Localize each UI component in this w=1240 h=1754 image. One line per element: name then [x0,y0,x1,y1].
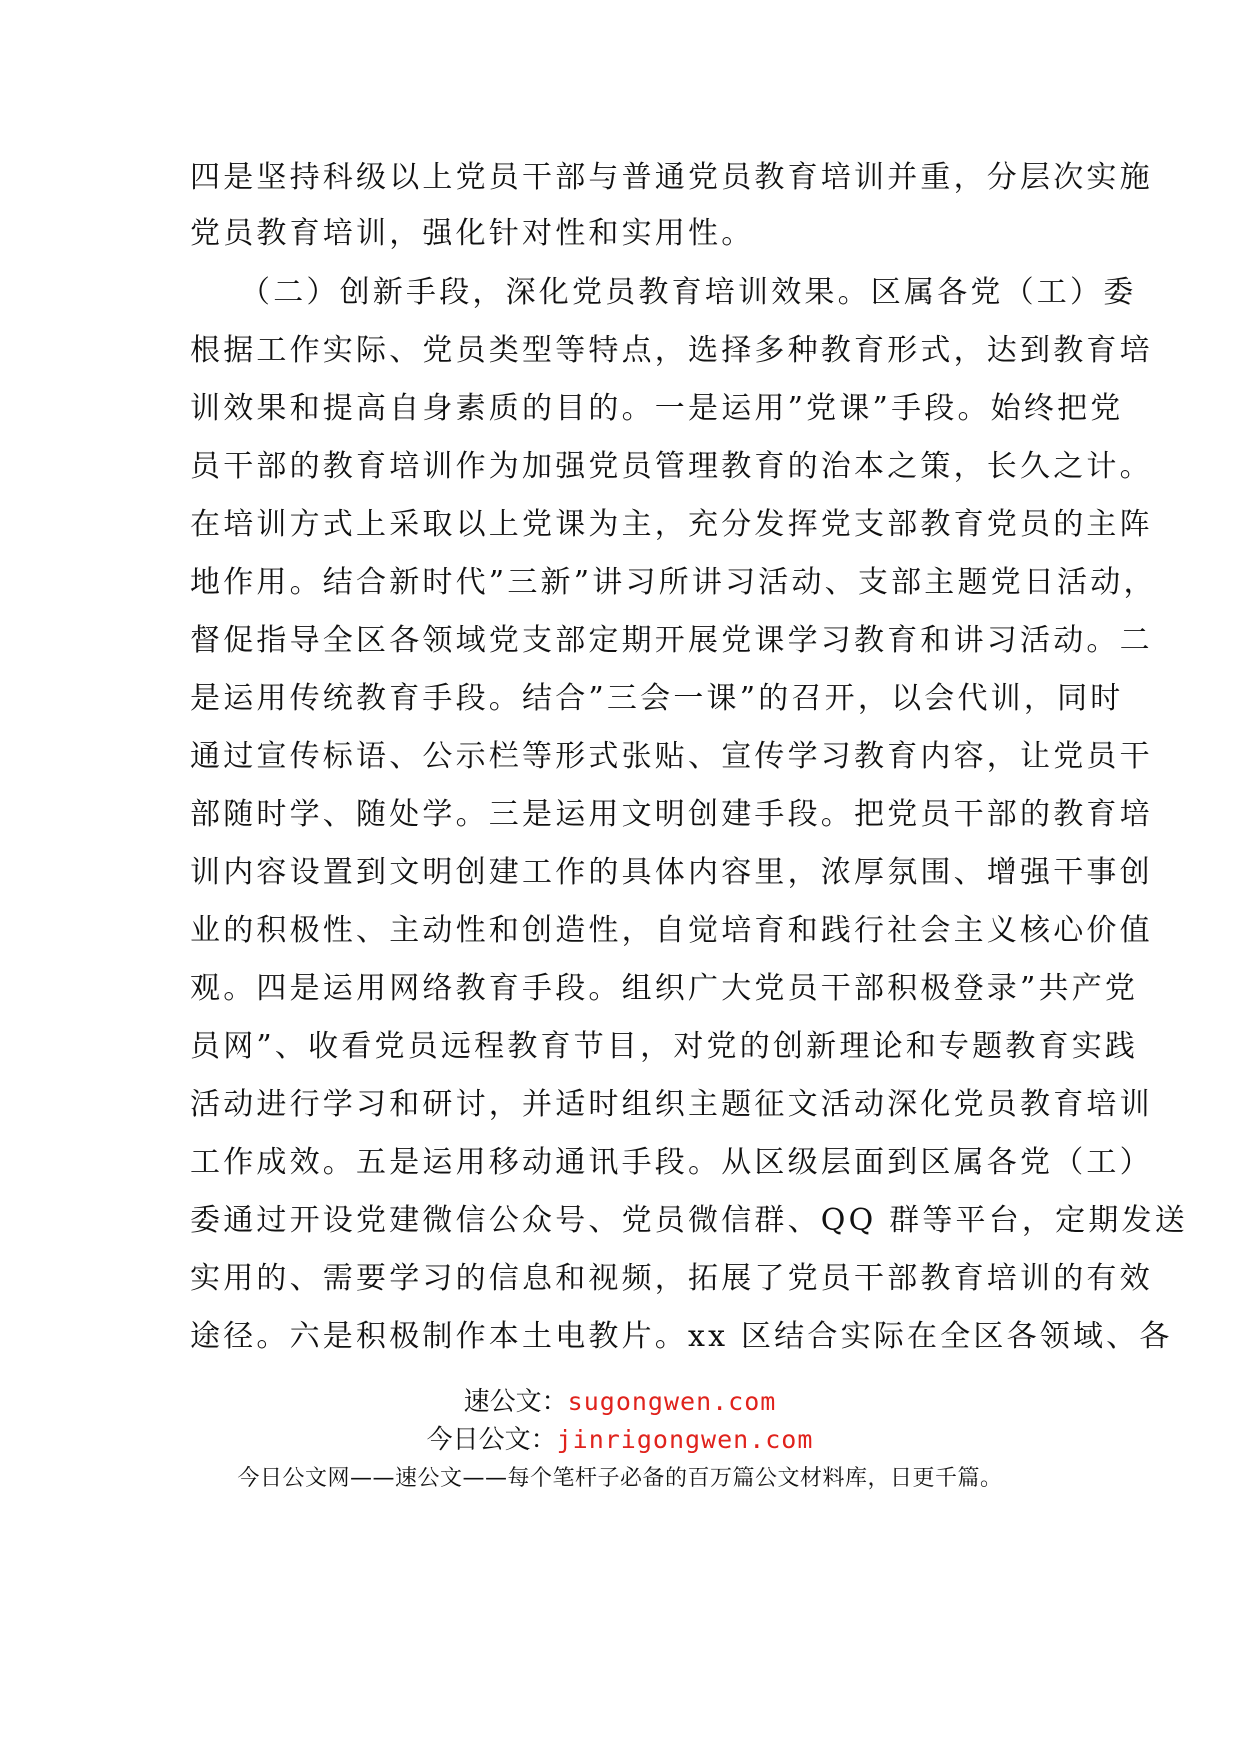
body-line-6: 员干部的教育培训作为加强党员管理教育的治本之策，长久之计。 [190,449,1153,484]
body-line-15: 观。四是运用网络教育手段。组织广大党员干部积极登录”共产党 [190,971,1139,1006]
body-line-2: 党员教育培训，强化针对性和实用性。 [190,216,755,251]
footer-site1-link[interactable]: sugongwen.com [567,1387,777,1416]
body-line-21: 途径。六是积极制作本土电教片。xx 区结合实际在全区各领域、各 [190,1319,1173,1354]
body-line-1: 四是坚持科级以上党员干部与普通党员教育培训并重，分层次实施 [190,160,1153,195]
footer-site2 [0,1423,1240,1457]
footer-site1-label: 速公文： [463,1387,568,1417]
body-line-19: 委通过开设党建微信公众号、党员微信群、QQ 群等平台，定期发送 [190,1203,1188,1238]
footer-site2-label: 今日公文： [426,1425,557,1455]
body-line-10: 是运用传统教育手段。结合”三会一课”的召开，以会代训，同时 [190,681,1124,716]
body-line-17: 活动进行学习和研讨，并适时组织主题征文活动深化党员教育培训 [190,1087,1153,1122]
footer-tagline: 今日公文网——速公文——每个笔杆子必备的百万篇公文材料库，日更千篇。 [237,1466,1003,1491]
footer-site1 [0,1385,1240,1419]
body-line-9: 督促指导全区各领域党支部定期开展党课学习教育和讲习活动。二 [190,623,1153,658]
body-line-13: 训内容设置到文明创建工作的具体内容里，浓厚氛围、增强干事创 [190,855,1153,890]
body-line-7: 在培训方式上采取以上党课为主，充分发挥党支部教育党员的主阵 [190,507,1153,542]
body-line-5: 训效果和提高自身素质的目的。一是运用”党课”手段。始终把党 [190,391,1124,426]
body-line-11: 通过宣传标语、公示栏等形式张贴、宣传学习教育内容，让党员干 [190,739,1153,774]
footer-site2-link[interactable]: jinrigongwen.com [556,1425,814,1454]
body-line-8: 地作用。结合新时代”三新”讲习所讲习活动、支部主题党日活动， [190,565,1157,600]
section-heading-line: （二）创新手段，深化党员教育培训效果。区属各党（工）委 [240,275,1137,310]
body-line-20: 实用的、需要学习的信息和视频，拓展了党员干部教育培训的有效 [190,1261,1153,1296]
body-line-14: 业的积极性、主动性和创造性，自觉培育和践行社会主义核心价值 [190,913,1153,948]
body-line-4: 根据工作实际、党员类型等特点，选择多种教育形式，达到教育培 [190,333,1153,368]
body-line-12: 部随时学、随处学。三是运用文明创建手段。把党员干部的教育培 [190,797,1153,832]
body-line-16: 员网”、收看党员远程教育节目，对党的创新理论和专题教育实践 [190,1029,1139,1064]
body-line-18: 工作成效。五是运用移动通讯手段。从区级层面到区属各党（工） [190,1145,1153,1180]
